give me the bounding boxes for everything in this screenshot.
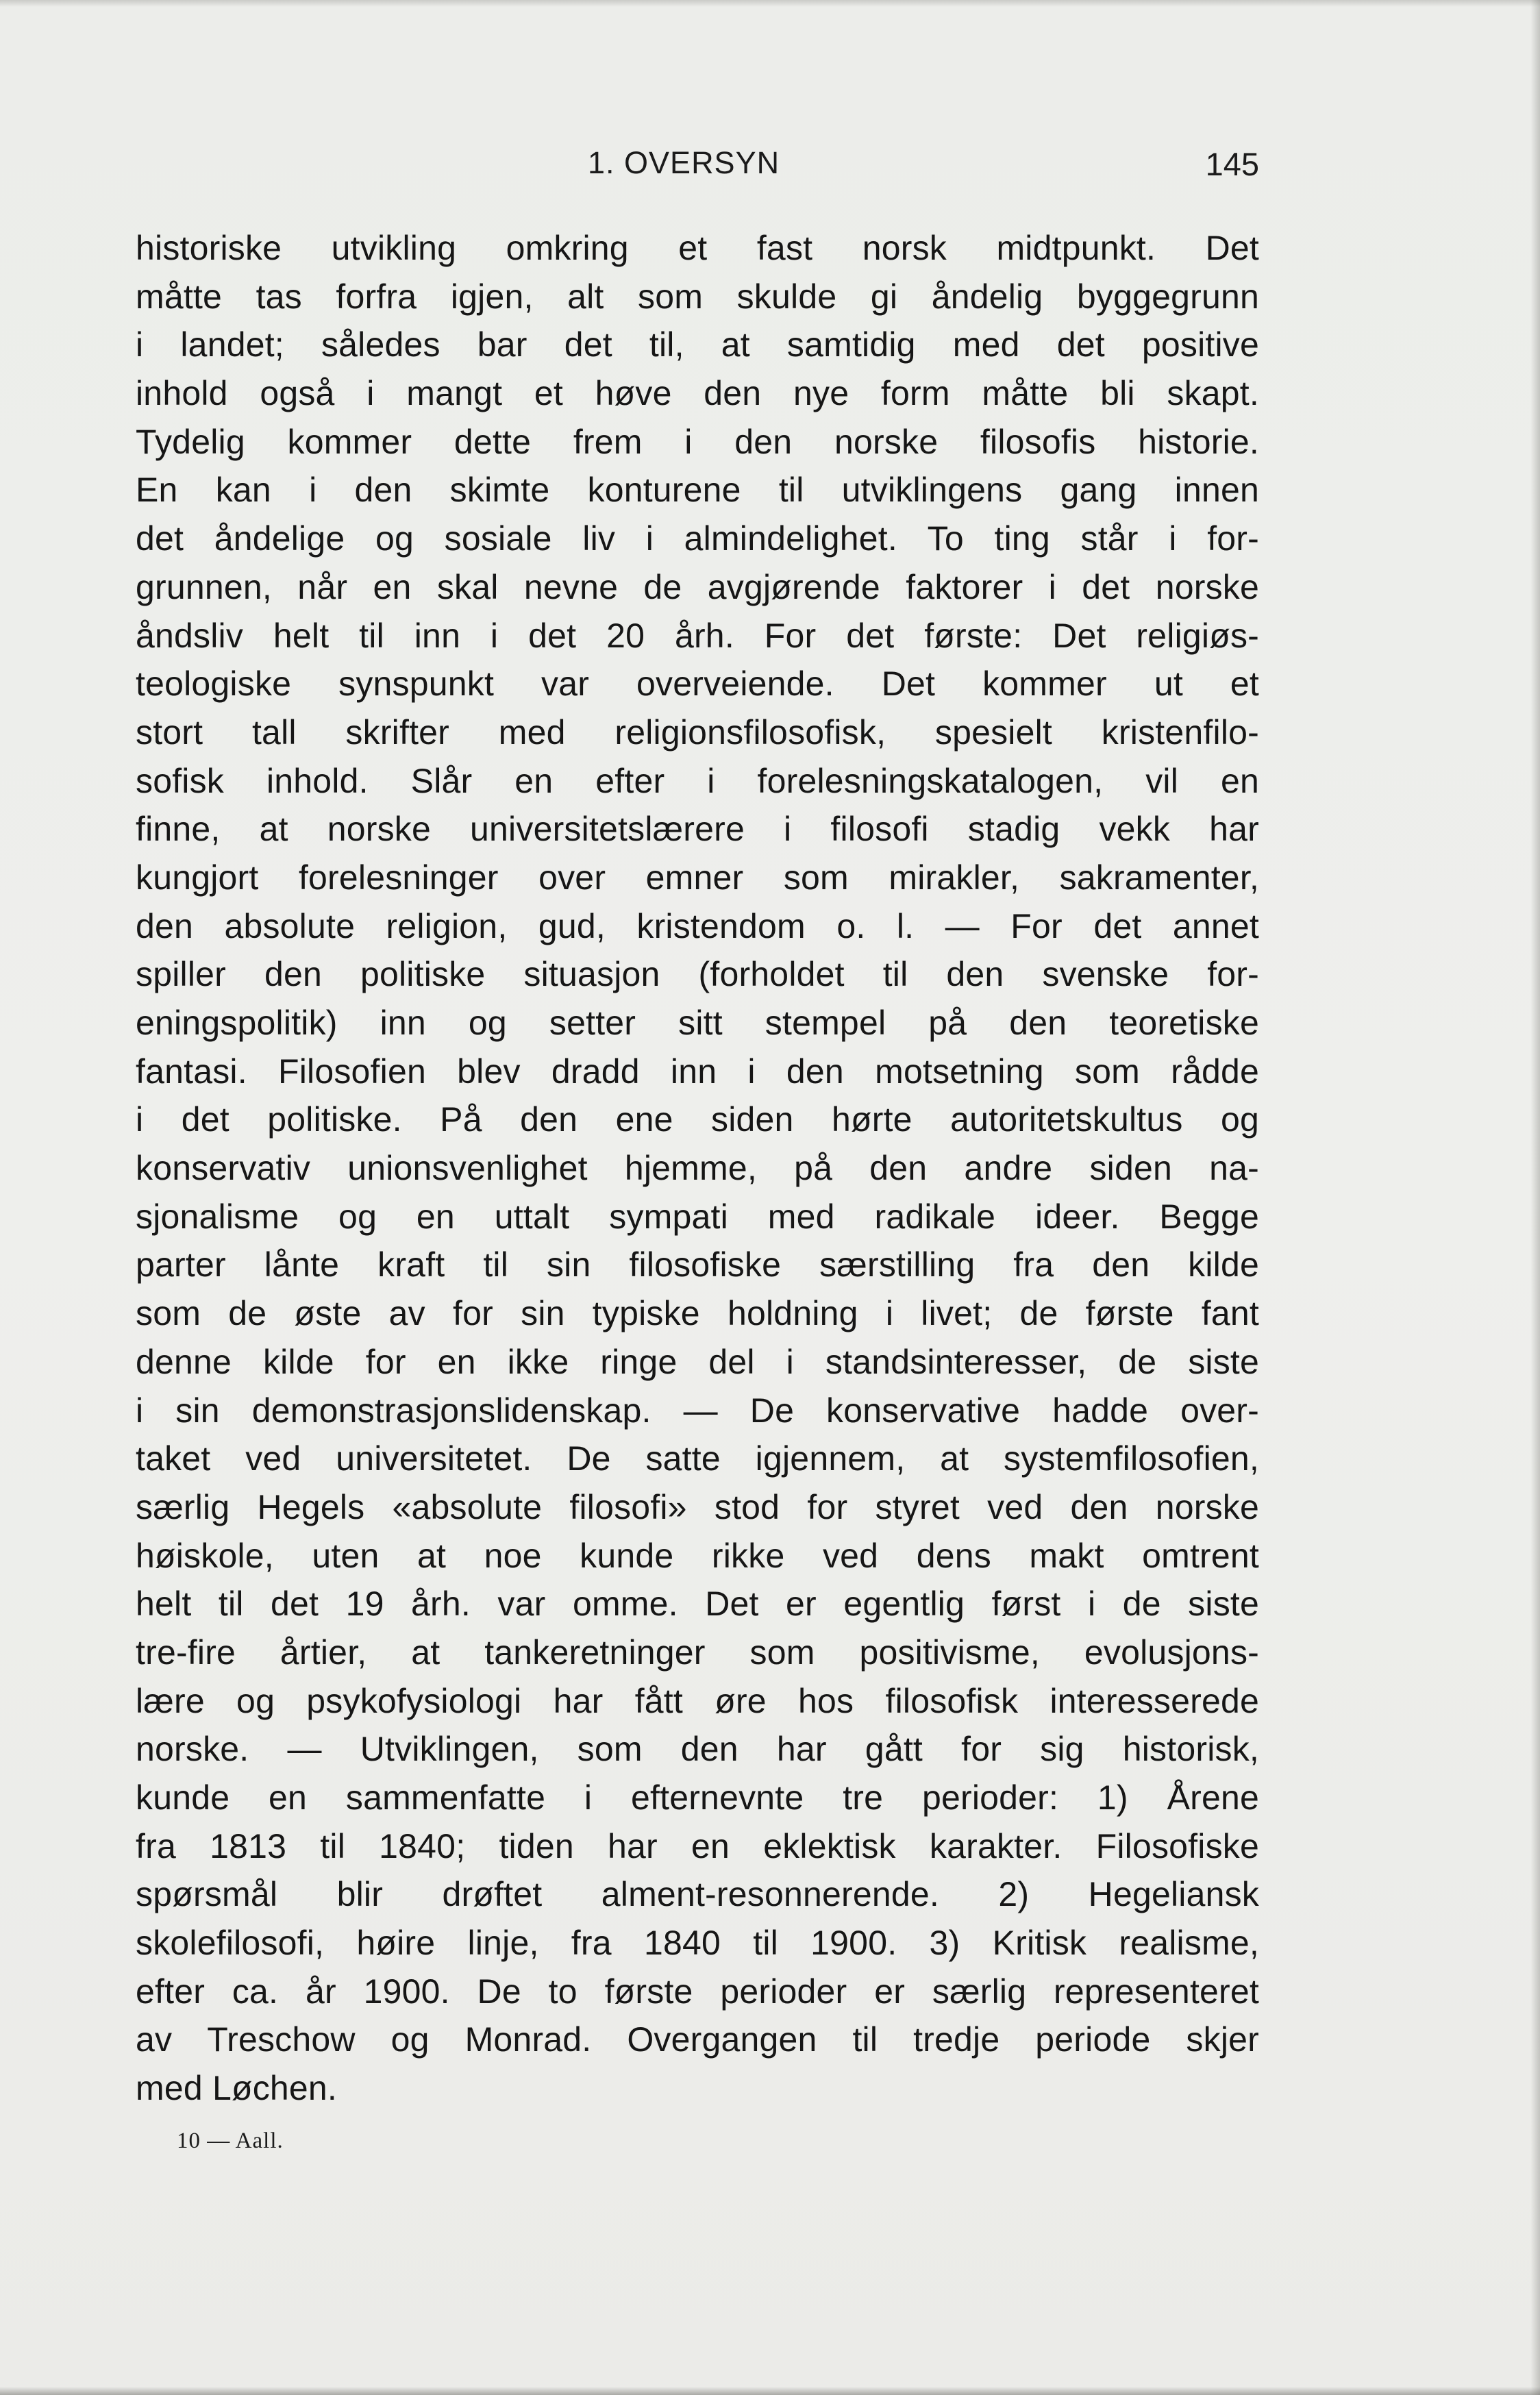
text-line: tre-fire årtier, at tankeretninger som positivisme, evolusjons- bbox=[136, 1633, 1259, 1672]
text-line: lære og psykofysiologi har fått øre hos filosofisk interesserede bbox=[136, 1681, 1259, 1720]
text-line: sjonalisme og en uttalt sympati med radikale ideer. Begge bbox=[136, 1197, 1259, 1236]
text-line: i landet; således bar det til, at samtidig med det positive bbox=[136, 325, 1259, 364]
text-line: kunde en sammenfatte i efternevnte tre perioder: 1) Årene bbox=[136, 1778, 1259, 1817]
text-line: teologiske synspunkt var overveiende. Det kommer ut et bbox=[136, 665, 1259, 704]
text-line: den absolute religion, gud, kristendom o. l. — For det annet bbox=[136, 906, 1259, 945]
text-line: spørsmål blir drøftet alment-resonnerende. 2) Hegeliansk bbox=[136, 1875, 1259, 1914]
text-line: historiske utvikling omkring et fast norsk midtpunkt. Det bbox=[136, 229, 1259, 267]
body-text bbox=[136, 224, 1259, 2113]
page-top-edge bbox=[0, 0, 1540, 7]
text-line: taket ved universitetet. De satte igjennem, at systemfilosofien, bbox=[136, 1439, 1259, 1478]
text-line: konservativ unionsvenlighet hjemme, på den andre siden na- bbox=[136, 1149, 1259, 1188]
text-line: i sin demonstrasjonslidenskap. — De konservative hadde over- bbox=[136, 1391, 1259, 1430]
page-header bbox=[136, 145, 1259, 200]
text-line: som de øste av for sin typiske holdning i livet; de første fant bbox=[136, 1294, 1259, 1333]
page-bottom-edge bbox=[0, 2387, 1540, 2395]
text-line: i det politiske. På den ene siden hørte autoritetskultus og bbox=[136, 1100, 1259, 1139]
text-line: grunnen, når en skal nevne de avgjørende faktorer i det norske bbox=[136, 567, 1259, 606]
text-line: skolefilosofi, høire linje, fra 1840 til 1900. 3) Kritisk realisme, bbox=[136, 1924, 1259, 1963]
text-line: En kan i den skimte konturene til utviklingens gang innen bbox=[136, 471, 1259, 510]
text-line: Tydelig kommer dette frem i den norske filosofis historie. bbox=[136, 422, 1259, 461]
text-line: sofisk inhold. Slår en efter i forelesningskatalogen, vil en bbox=[136, 761, 1259, 800]
text-line: måtte tas forfra igjen, alt som skulde gi åndelig byggegrunn bbox=[136, 277, 1259, 316]
running-head: 1. OVERSYN bbox=[588, 145, 780, 180]
text-line: eningspolitik) inn og setter sitt stempel på den teoretiske bbox=[136, 1004, 1259, 1042]
page-number: 145 bbox=[1205, 146, 1259, 182]
text-line: stort tall skrifter med religionsfilosofisk, spesielt kristenfilo- bbox=[136, 712, 1259, 752]
text-line: norske. — Utviklingen, som den har gått for sig historisk, bbox=[136, 1730, 1259, 1769]
text-line: helt til det 19 årh. var omme. Det er egentlig først i de siste bbox=[136, 1585, 1259, 1624]
page-right-edge bbox=[1530, 0, 1540, 2395]
text-line: åndsliv helt til inn i det 20 årh. For det første: Det religiøs- bbox=[136, 616, 1259, 655]
text-line: av Treschow og Monrad. Overgangen til tredje periode skjer bbox=[136, 2020, 1259, 2059]
text-line-last: med Løchen. bbox=[136, 2069, 338, 2108]
text-line: fantasi. Filosofien blev dradd inn i den motsetning som rådde bbox=[136, 1052, 1259, 1091]
text-line: særlig Hegels «absolute filosofi» stod for styret ved den norske bbox=[136, 1487, 1259, 1526]
text-line: finne, at norske universitetslærere i filosofi stadig vekk har bbox=[136, 810, 1259, 849]
text-line: parter lånte kraft til sin filosofiske særstilling fra den kilde bbox=[136, 1245, 1259, 1285]
text-line: denne kilde for en ikke ringe del i standsinteresser, de siste bbox=[136, 1342, 1259, 1381]
text-line: spiller den politiske situasjon (forholdet til den svenske for- bbox=[136, 955, 1259, 994]
text-line: det åndelige og sosiale liv i almindelighet. To ting står i for- bbox=[136, 519, 1259, 558]
text-line: fra 1813 til 1840; tiden har en eklektisk karakter. Filosofiske bbox=[136, 1826, 1259, 1865]
printer-signature: 10 — Aall. bbox=[177, 2129, 284, 2153]
text-line: kungjort forelesninger over emner som mirakler, sakramenter, bbox=[136, 858, 1259, 897]
text-line: inhold også i mangt et høve den nye form måtte bli skapt. bbox=[136, 374, 1259, 413]
text-line: efter ca. år 1900. De to første perioder er særlig representeret bbox=[136, 1972, 1259, 2011]
text-line: høiskole, uten at noe kunde rikke ved dens makt omtrent bbox=[136, 1536, 1259, 1575]
